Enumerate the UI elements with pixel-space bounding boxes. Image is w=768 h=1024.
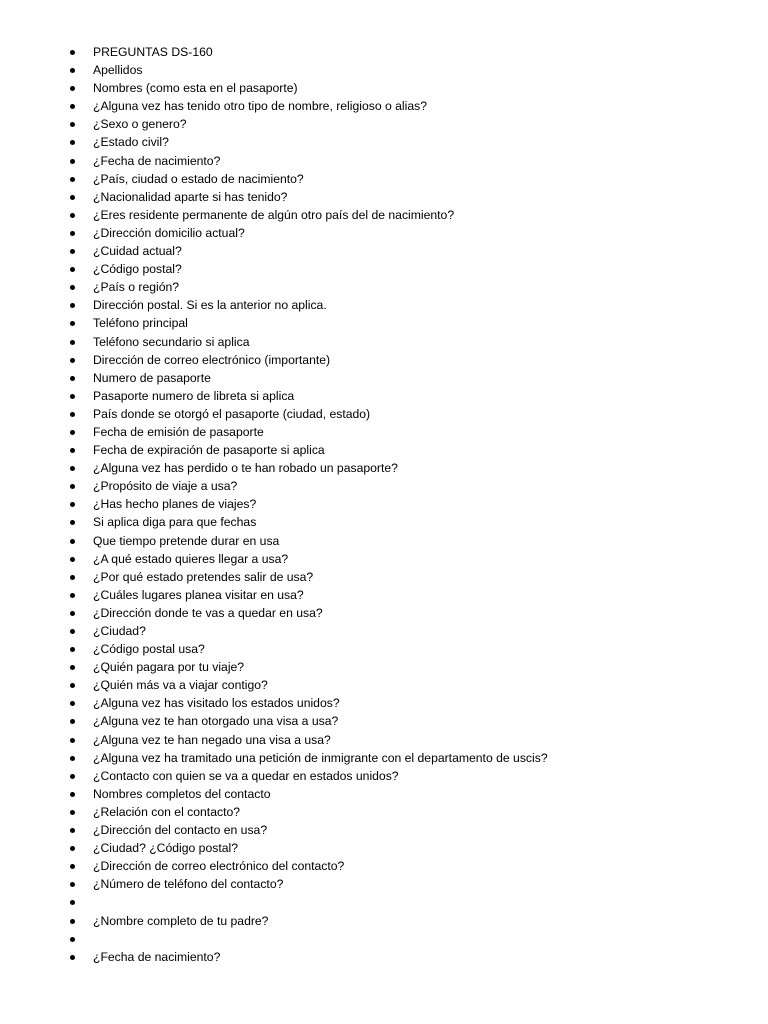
bullet-icon (70, 955, 75, 960)
list-item-text: ¿Fecha de nacimiento? (93, 949, 221, 964)
list-item (66, 676, 746, 694)
list-item (66, 731, 746, 749)
list-item-text: ¿Dirección donde te vas a quedar en usa? (93, 605, 323, 620)
list-item (66, 369, 746, 387)
bullet-icon (70, 828, 75, 833)
list-item-text: ¿Alguna vez ha tramitado una petición de inmigrante con el departamento de uscis? (93, 750, 548, 765)
bullet-icon (70, 285, 75, 290)
bullet-icon (70, 122, 75, 127)
list-item-text: Fecha de expiración de pasaporte si aplica (93, 443, 325, 458)
bullet-icon (70, 68, 75, 73)
list-item-text: ¿Alguna vez te han negado una visa a usa? (93, 732, 331, 747)
list-item-text: ¿Nombre completo de tu padre? (93, 913, 269, 928)
bullet-icon (70, 539, 75, 544)
bullet-icon (70, 303, 75, 308)
list-item-text: ¿Eres residente permanente de algún otro país del de nacimiento? (93, 207, 455, 222)
list-item (66, 604, 746, 622)
bullet-icon (70, 864, 75, 869)
list-item-text: ¿Quién más va a viajar contigo? (93, 678, 268, 693)
bullet-icon (70, 412, 75, 417)
list-item-text: ¿Código postal? (93, 262, 182, 277)
list-item-text: ¿Dirección domicilio actual? (93, 225, 245, 240)
list-item (66, 532, 746, 550)
bullet-icon (70, 213, 75, 218)
list-item (66, 513, 746, 531)
list-item (66, 930, 746, 948)
bullet-icon (70, 466, 75, 471)
list-item-text: ¿Quién pagara por tu viaje? (93, 660, 245, 675)
list-item (66, 278, 746, 296)
list-item-text: ¿Alguna vez has perdido o te han robado un pasaporte? (93, 461, 398, 476)
list-item (66, 749, 746, 767)
list-item (66, 948, 746, 966)
bullet-icon (70, 593, 75, 598)
list-item-text: Nombres completos del contacto (93, 786, 271, 801)
list-item-text: ¿Cuidad actual? (93, 244, 182, 259)
list-item (66, 712, 746, 730)
list-item (66, 857, 746, 875)
bullet-icon (70, 919, 75, 924)
list-item (66, 351, 746, 369)
bullet-icon (70, 665, 75, 670)
list-item-text: Dirección de correo electrónico (importante) (93, 352, 331, 367)
bullet-icon (70, 321, 75, 326)
list-item (66, 115, 746, 133)
list-item-text: ¿Alguna vez te han otorgado una visa a usa? (93, 714, 339, 729)
list-item-text: ¿Por qué estado pretendes salir de usa? (93, 569, 314, 584)
list-item (66, 495, 746, 513)
list-item-text: Que tiempo pretende durar en usa (93, 533, 280, 548)
list-item-text: País donde se otorgó el pasaporte (ciudad, estado) (93, 406, 371, 421)
list-item (66, 568, 746, 586)
question-list (66, 43, 746, 966)
list-item-text: ¿Dirección del contacto en usa? (93, 823, 268, 838)
bullet-icon (70, 376, 75, 381)
list-item-text: Dirección postal. Si es la anterior no aplica. (93, 298, 327, 313)
list-item-text: ¿País, ciudad o estado de nacimiento? (93, 171, 304, 186)
bullet-icon (70, 140, 75, 145)
list-item-text: Numero de pasaporte (93, 370, 211, 385)
list-item (66, 242, 746, 260)
bullet-icon (70, 394, 75, 399)
bullet-icon (70, 484, 75, 489)
bullet-icon (70, 340, 75, 345)
list-item-text: ¿Cuáles lugares planea visitar en usa? (93, 587, 304, 602)
list-item-text: ¿Estado civil? (93, 135, 169, 150)
list-item (66, 875, 746, 893)
list-item (66, 43, 746, 61)
bullet-icon (70, 738, 75, 743)
list-item (66, 423, 746, 441)
list-item-text: ¿Fecha de nacimiento? (93, 153, 221, 168)
list-item (66, 206, 746, 224)
list-item-text: ¿Contacto con quien se va a quedar en estados unidos? (93, 768, 399, 783)
bullet-icon (70, 520, 75, 525)
bullet-icon (70, 159, 75, 164)
bullet-icon (70, 792, 75, 797)
bullet-icon (70, 900, 75, 905)
list-item-text: ¿Has hecho planes de viajes? (93, 497, 257, 512)
list-item-text: ¿Nacionalidad aparte si has tenido? (93, 189, 288, 204)
list-item-text: PREGUNTAS DS-160 (93, 45, 213, 59)
list-item-text: Apellidos (93, 63, 143, 78)
bullet-icon (70, 502, 75, 507)
list-item-text: ¿Alguna vez has tenido otro tipo de nombre, religioso o alias? (93, 99, 428, 114)
bullet-icon (70, 267, 75, 272)
list-item-text: ¿País o región? (93, 280, 180, 295)
list-item (66, 314, 746, 332)
list-item (66, 821, 746, 839)
list-item (66, 224, 746, 242)
bullet-icon (70, 629, 75, 634)
bullet-icon (70, 756, 75, 761)
list-item (66, 296, 746, 314)
bullet-icon (70, 104, 75, 109)
list-item (66, 387, 746, 405)
bullet-icon (70, 177, 75, 182)
bullet-icon (70, 774, 75, 779)
list-item-text: Si aplica diga para que fechas (93, 515, 257, 530)
list-item-text: ¿Alguna vez has visitado los estados unidos? (93, 696, 340, 711)
list-item-text: ¿Número de teléfono del contacto? (93, 877, 284, 892)
bullet-icon (70, 430, 75, 435)
bullet-icon (70, 846, 75, 851)
bullet-icon (70, 448, 75, 453)
list-item (66, 586, 746, 604)
list-item (66, 441, 746, 459)
list-item-text: Pasaporte numero de libreta si aplica (93, 388, 295, 403)
bullet-icon (70, 195, 75, 200)
list-item (66, 893, 746, 911)
bullet-icon (70, 719, 75, 724)
bullet-icon (70, 882, 75, 887)
list-item (66, 260, 746, 278)
list-item (66, 459, 746, 477)
list-item (66, 188, 746, 206)
bullet-icon (70, 683, 75, 688)
list-item (66, 767, 746, 785)
list-item-text: ¿Relación con el contacto? (93, 804, 241, 819)
list-item (66, 133, 746, 151)
list-item (66, 640, 746, 658)
list-item-text: ¿Ciudad? ¿Código postal? (93, 841, 238, 856)
list-item (66, 333, 746, 351)
bullet-icon (70, 557, 75, 562)
list-item (66, 785, 746, 803)
bullet-icon (70, 701, 75, 706)
list-item-text: ¿A qué estado quieres llegar a usa? (93, 551, 289, 566)
list-item (66, 477, 746, 495)
list-item-text: Nombres (como esta en el pasaporte) (93, 81, 298, 96)
bullet-icon (70, 937, 75, 942)
bullet-icon (70, 358, 75, 363)
list-item-text: Teléfono secundario si aplica (93, 334, 250, 349)
list-item (66, 622, 746, 640)
list-item-text: ¿Dirección de correo electrónico del contacto? (93, 859, 345, 874)
list-item (66, 694, 746, 712)
list-item (66, 61, 746, 79)
bullet-icon (70, 50, 75, 55)
list-item-text: ¿Propósito de viaje a usa? (93, 479, 238, 494)
list-item (66, 79, 746, 97)
list-item-text: ¿Código postal usa? (93, 642, 205, 657)
list-item-text: ¿Ciudad? (93, 624, 146, 638)
list-item (66, 152, 746, 170)
bullet-icon (70, 249, 75, 254)
bullet-icon (70, 810, 75, 815)
list-item (66, 803, 746, 821)
list-item (66, 839, 746, 857)
list-item-text: ¿Sexo o genero? (93, 117, 187, 132)
list-item (66, 912, 746, 930)
list-item (66, 170, 746, 188)
bullet-icon (70, 231, 75, 236)
bullet-icon (70, 86, 75, 91)
list-item (66, 550, 746, 568)
bullet-icon (70, 647, 75, 652)
list-item-text: Fecha de emisión de pasaporte (93, 424, 264, 439)
list-item (66, 405, 746, 423)
list-item (66, 658, 746, 676)
list-item-text: Teléfono principal (93, 316, 188, 331)
list-item (66, 97, 746, 115)
bullet-icon (70, 575, 75, 580)
bullet-icon (70, 611, 75, 616)
